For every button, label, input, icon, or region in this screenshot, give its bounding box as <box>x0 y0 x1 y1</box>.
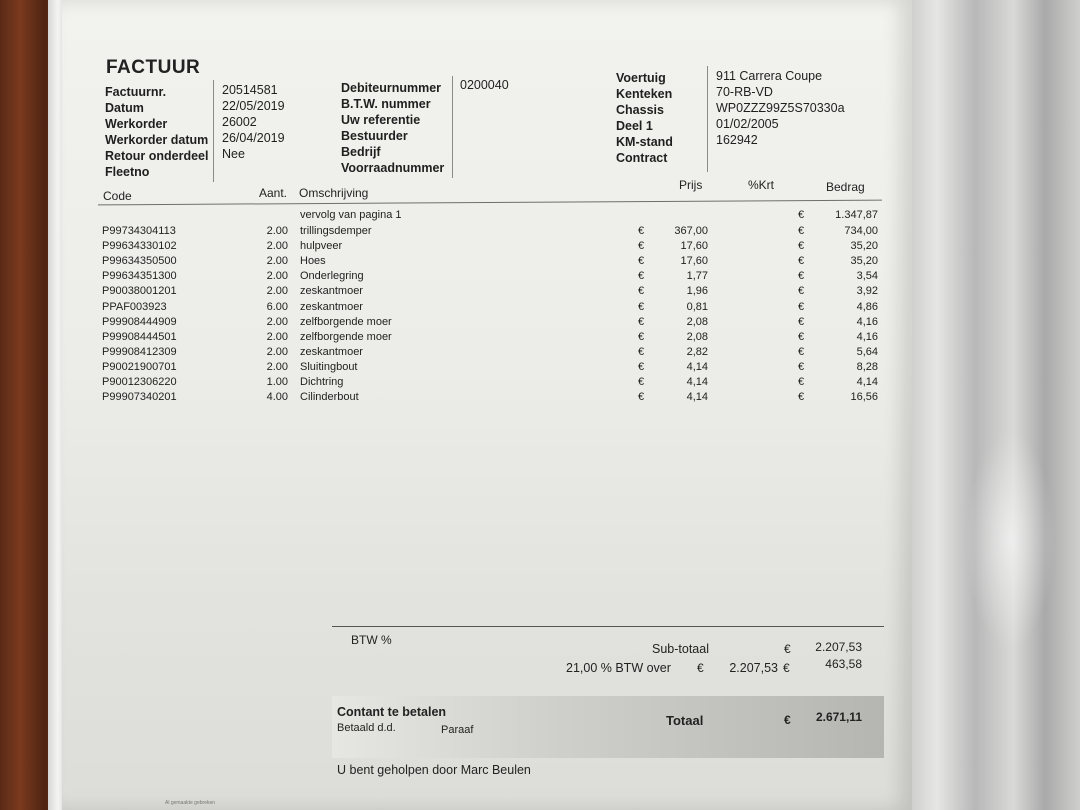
payment-method: Contant te betalen <box>337 705 447 719</box>
debtor-labels <box>341 80 444 176</box>
currency-symbol: € <box>798 209 805 221</box>
btw-header: BTW % <box>351 633 392 647</box>
meta-label: Werkorder <box>105 117 168 131</box>
vat-amount: 463,58 <box>825 657 862 671</box>
quantity: 2.00 <box>266 270 288 283</box>
invoice-line <box>102 285 878 299</box>
part-code: P99634351300 <box>102 270 177 283</box>
plastic-sleeve <box>905 0 1080 810</box>
part-code: P90021900701 <box>102 360 177 373</box>
meta-values <box>222 82 285 178</box>
currency-symbol: € <box>697 661 704 675</box>
quantity: 2.00 <box>266 330 288 343</box>
description: zeskantmoer <box>300 285 363 298</box>
unit-price: 4,14 <box>686 391 708 404</box>
invoice-line <box>102 240 878 254</box>
invoice-line <box>102 300 878 315</box>
meta-label: Datum <box>105 101 144 115</box>
currency-symbol: € <box>638 225 645 237</box>
part-code: P99908412309 <box>102 345 177 358</box>
line-amount: 16,56 <box>850 391 878 404</box>
line-amount: 35,20 <box>850 255 878 268</box>
debtor-number: 0200040 <box>460 78 509 92</box>
part-code: P99634330102 <box>102 240 177 253</box>
header-rule <box>98 200 882 206</box>
quantity: 2.00 <box>266 345 288 358</box>
vat-base: 2.207,53 <box>729 661 778 675</box>
quantity: 6.00 <box>266 300 288 313</box>
invoice-line <box>102 376 878 390</box>
work-order-date: 26/04/2019 <box>222 131 285 145</box>
total-amount: 2.671,11 <box>815 710 862 724</box>
quantity: 2.00 <box>266 285 288 298</box>
currency-symbol: € <box>638 285 645 298</box>
line-amount: 35,20 <box>850 240 878 253</box>
paid-on-label: Betaald d.d. <box>337 722 396 734</box>
description: zelfborgende moer <box>300 315 392 328</box>
currency-symbol: € <box>798 345 805 358</box>
contract <box>716 148 845 164</box>
unit-price: 1,77 <box>686 270 708 283</box>
meta-label: Fleetno <box>105 165 150 179</box>
col-qty: Aant. <box>259 186 288 200</box>
debtor-label: Bestuurder <box>341 129 408 143</box>
invoice-line <box>102 255 878 269</box>
invoice-number: 20514581 <box>222 83 278 97</box>
debtor-label: Bedrijf <box>341 145 381 159</box>
invoice-line <box>102 360 878 375</box>
divider <box>452 76 453 178</box>
currency-symbol: € <box>798 391 805 404</box>
unit-price: 2,08 <box>686 315 708 328</box>
subtotal-label: Sub-totaal <box>652 642 709 656</box>
debtor-label: B.T.W. nummer <box>341 97 431 111</box>
currency-symbol: € <box>638 255 645 268</box>
description: trillingsdemper <box>300 225 372 237</box>
currency-symbol: € <box>638 360 645 373</box>
unit-price: 367,00 <box>674 225 708 237</box>
divider <box>707 66 708 172</box>
carry-over-amount: 1.347,87 <box>835 209 878 221</box>
currency-symbol: € <box>798 225 805 237</box>
description: Hoes <box>300 255 326 268</box>
currency-symbol: € <box>784 642 791 656</box>
unit-price: 17,60 <box>680 240 708 253</box>
unit-price: 4,14 <box>686 360 708 373</box>
currency-symbol: € <box>798 315 805 328</box>
currency-symbol: € <box>638 270 645 283</box>
currency-symbol: € <box>783 661 790 675</box>
vehicle-values <box>716 68 845 164</box>
col-discount: %Krt <box>748 178 775 192</box>
line-amount: 3,54 <box>856 270 878 283</box>
part-code: P99734304113 <box>102 225 176 237</box>
part-code: P90038001201 <box>102 285 177 298</box>
vehicle-label: Voertuig <box>616 71 666 85</box>
currency-symbol: € <box>638 391 645 404</box>
currency-symbol: € <box>798 376 805 388</box>
vehicle-labels <box>616 70 673 166</box>
currency-symbol: € <box>638 240 645 253</box>
quantity: 1.00 <box>266 376 288 388</box>
quantity: 2.00 <box>266 315 288 328</box>
debtor-label: Uw referentie <box>341 113 421 127</box>
fleet-number <box>222 162 285 178</box>
description: zeskantmoer <box>300 300 363 313</box>
total-label: Totaal <box>666 713 704 728</box>
part-code: P99907340201 <box>102 391 177 404</box>
unit-price: 17,60 <box>680 255 708 268</box>
unit-price: 2,08 <box>686 330 708 343</box>
line-amount: 4,16 <box>856 315 878 328</box>
description: hulpveer <box>300 240 343 253</box>
line-amount: 4,86 <box>856 300 878 313</box>
quantity: 2.00 <box>266 360 288 373</box>
debtor-label: Debiteurnummer <box>341 81 442 95</box>
divider <box>213 80 214 182</box>
col-code: Code <box>103 189 132 203</box>
description: zeskantmoer <box>300 345 363 358</box>
quantity: 2.00 <box>266 255 288 268</box>
served-by: U bent geholpen door Marc Beulen <box>337 763 531 777</box>
vehicle-label: Contract <box>616 151 668 165</box>
vehicle-label: Chassis <box>616 103 664 117</box>
vehicle-model: 911 Carrera Coupe <box>716 69 823 83</box>
currency-symbol: € <box>638 315 645 328</box>
col-amount: Bedrag <box>826 180 865 194</box>
registration-date: 01/02/2005 <box>716 117 779 131</box>
description: Dichtring <box>300 376 344 388</box>
invoice-line <box>102 391 878 405</box>
col-price: Prijs <box>679 178 703 192</box>
currency-symbol: € <box>798 285 805 298</box>
line-amount: 3,92 <box>856 285 878 298</box>
unit-price: 1,96 <box>686 285 708 298</box>
debtor-label: Voorraadnummer <box>341 161 445 175</box>
quantity: 4.00 <box>266 391 288 404</box>
description: zelfborgende moer <box>300 330 392 343</box>
part-code: P99908444501 <box>102 330 177 343</box>
initials-label: Paraaf <box>441 724 474 736</box>
invoice-title: FACTUUR <box>106 57 201 78</box>
vat-label: 21,00 % BTW over <box>566 661 671 675</box>
currency-symbol: € <box>798 330 805 343</box>
meta-label: Factuurnr. <box>105 85 167 99</box>
currency-symbol: € <box>798 360 805 373</box>
part-code: PPAF003923 <box>102 300 167 313</box>
line-amount: 4,14 <box>856 376 878 388</box>
currency-symbol: € <box>638 345 645 358</box>
work-order: 26002 <box>222 115 257 129</box>
col-description: Omschrijving <box>299 186 369 200</box>
vehicle-label: Deel 1 <box>616 119 653 133</box>
carry-over-text: vervolg van pagina 1 <box>300 209 402 221</box>
currency-symbol: € <box>638 330 645 343</box>
unit-price: 0,81 <box>686 300 708 313</box>
part-code: P99908444909 <box>102 315 177 328</box>
carry-over-row <box>102 209 878 223</box>
invoice-line <box>102 345 878 360</box>
part-code: P99634350500 <box>102 255 177 268</box>
currency-symbol: € <box>798 270 805 283</box>
meta-labels <box>105 84 209 180</box>
currency-symbol: € <box>784 713 791 727</box>
description: Sluitingbout <box>300 360 358 373</box>
quantity: 2.00 <box>266 225 288 237</box>
currency-symbol: € <box>798 300 805 313</box>
vehicle-label: Kenteken <box>616 87 673 101</box>
mileage: 162942 <box>716 133 758 147</box>
unit-price: 2,82 <box>686 345 708 358</box>
part-code: P90012306220 <box>102 376 177 388</box>
summary-rule <box>332 626 884 627</box>
quantity: 2.00 <box>266 240 288 253</box>
unit-price: 4,14 <box>686 376 708 388</box>
line-amount: 8,28 <box>856 360 878 373</box>
currency-symbol: € <box>798 255 805 268</box>
invoice-page <box>62 0 912 810</box>
invoice-line <box>102 225 878 239</box>
footer-note: Al gemaakte gebreken <box>165 800 216 806</box>
subtotal-amount: 2.207,53 <box>815 640 862 654</box>
invoice-line <box>102 315 878 330</box>
invoice-line <box>102 270 878 284</box>
meta-label: Werkorder datum <box>105 133 209 147</box>
invoice-date: 22/05/2019 <box>222 99 285 113</box>
license-plate: 70-RB-VD <box>716 85 773 99</box>
meta-label: Retour onderdeel <box>105 149 209 163</box>
description: Cilinderbout <box>300 391 359 404</box>
line-amount: 5,64 <box>856 345 878 358</box>
vehicle-label: KM-stand <box>616 135 673 149</box>
chassis-number: WP0ZZZ99Z5S70330а <box>716 101 845 115</box>
currency-symbol: € <box>798 240 805 253</box>
return-part: Nee <box>222 147 245 161</box>
currency-symbol: € <box>638 300 645 313</box>
currency-symbol: € <box>638 376 645 388</box>
description: Onderlegring <box>300 270 364 283</box>
line-amount: 734,00 <box>844 225 878 237</box>
line-amount: 4,16 <box>856 330 878 343</box>
invoice-line <box>102 330 878 345</box>
